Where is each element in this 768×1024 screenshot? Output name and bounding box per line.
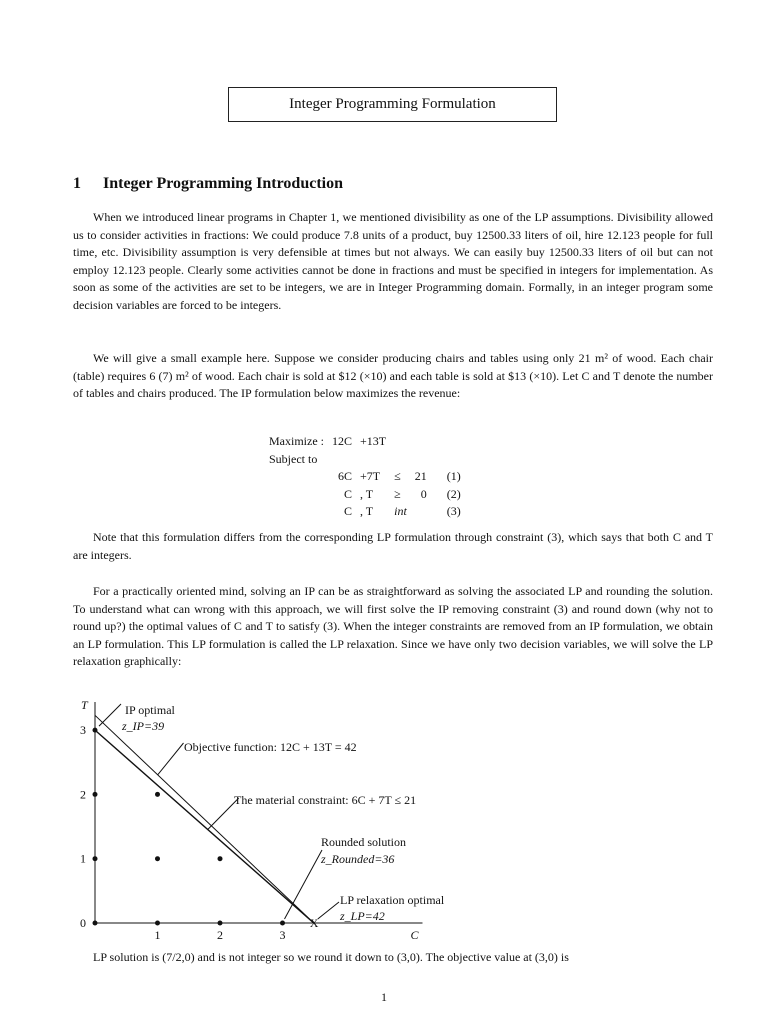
paragraph-4: For a practically oriented mind, solving an IP can be as straightforward as solving the associated LP and rounding the solution. To understand what can wrong with this approach, we will first solve the IP removing constraint (3) and round down (why not to round up?) the optimal values of C and T to satisfy (3). When the integer constraints are removed from an IP formulation, we obtain an LP formulation. This LP formulation is called the LP relaxation. Since we have only two decision variables, we will solve the LP relaxation graphically: — [73, 584, 713, 669]
row1-rhs: 21 — [414, 469, 427, 484]
lp-optimal-marker: X — [309, 916, 319, 930]
x-tick-label: 1 — [154, 928, 161, 942]
row1-rel: ≤ — [394, 469, 401, 484]
integer-point — [218, 856, 223, 861]
x-tick-label: 3 — [279, 928, 286, 942]
row2-rhs: 0 — [420, 486, 427, 501]
ip-optimal-leader — [99, 704, 121, 726]
y-axis-label: T — [81, 698, 88, 712]
ip-optimal-label: IP optimal — [125, 703, 175, 717]
integer-point — [280, 921, 285, 926]
objective-c: 12C — [331, 434, 352, 449]
y-tick-label: 2 — [80, 787, 86, 802]
objective-t: +13T — [360, 434, 387, 449]
section-heading — [73, 175, 343, 193]
section-title: Integer Programming Introduction — [103, 175, 343, 192]
paragraph-5: LP solution is (7/2,0) and is not integer so we round it down to (3,0). The objective value at (3,0) is — [93, 950, 569, 964]
row3-a: C — [343, 504, 352, 519]
row1-b: +7T — [360, 469, 381, 484]
row2-b: , T — [360, 486, 374, 501]
row3-rhs — [411, 503, 431, 521]
lp-relax-label: LP relaxation optimal — [340, 893, 445, 907]
subject-label: Subject to — [269, 451, 318, 466]
row3-rel: int — [394, 504, 407, 519]
rounded-label: Rounded solution — [321, 835, 407, 849]
y-tick-label: 0 — [80, 916, 86, 930]
row3-b: , T — [360, 504, 374, 519]
z-ip-label: z_IP=39 — [122, 719, 165, 733]
integer-point — [93, 921, 98, 926]
x-tick-label: 2 — [217, 928, 223, 942]
ip-formulation — [265, 433, 465, 521]
y-tick-label: 1 — [80, 851, 86, 866]
z-rounded-label: z_Rounded=36 — [321, 852, 395, 866]
integer-point — [93, 792, 98, 797]
row2-a: C — [343, 486, 352, 501]
row1-a: 6C — [337, 469, 352, 484]
integer-point — [155, 921, 160, 926]
material-annotation: The material constraint: 6C + 7T ≤ 21 — [234, 793, 417, 807]
constraint-line — [95, 730, 314, 923]
objective-leader — [158, 743, 184, 775]
paragraph-1: When we introduced linear programs in Chapter 1, we mentioned divisibility as one of the LP assumptions. Divisibility allowed us to consider activities in fractions: We could produce 7.8 units of a product, buy 12500.33 liters of oil, hire 12.123 people for full time, etc. Divisibility assumption is very defensible at times but not always. We can easily buy 12500.33 liters of oil but can not employ 12.123 people. Clearly some activities cannot be done in fractions and must be specified in integers for implementation. As soon as some of the activities are set to be integers, we are in Integer Programming domain. Formally, in an integer program some decision variables are forced to be integers. — [73, 210, 713, 312]
lp-relaxation-chart — [60, 690, 490, 945]
document-title: Integer Programming Formulation — [228, 87, 557, 122]
row3-tag: (3) — [446, 504, 461, 519]
integer-point — [155, 856, 160, 861]
row1-tag: (1) — [446, 469, 461, 484]
lp-relax-leader — [318, 902, 339, 919]
z-lp-label: z_LP=42 — [340, 909, 385, 923]
section-number: 1 — [73, 175, 81, 192]
row2-rel: ≥ — [394, 486, 401, 501]
maximize-label: Maximize : — [269, 434, 324, 449]
paragraph-2: We will give a small example here. Suppose we consider producing chairs and tables using only 21 m² of wood. Each chair (table) requires 6 (7) m² of wood. Each chair is sold at $12 (×10) and each table is sold at $13 (×10). Let C and T denote the number of tables and chairs produced. The IP formulation below maximizes the revenue: — [73, 351, 713, 401]
page-number: 1 — [381, 990, 387, 1004]
row2-tag: (2) — [446, 486, 461, 501]
x-axis-label: C — [410, 928, 419, 942]
integer-point — [155, 792, 160, 797]
rounded-leader — [285, 850, 323, 919]
integer-point — [218, 921, 223, 926]
integer-point — [93, 856, 98, 861]
objective-annotation: Objective function: 12C + 13T = 42 — [184, 740, 357, 754]
y-tick-label: 3 — [80, 723, 86, 738]
paragraph-3: Note that this formulation differs from the corresponding LP formulation through constraint (3), which says that both C and T are integers. — [73, 530, 713, 562]
